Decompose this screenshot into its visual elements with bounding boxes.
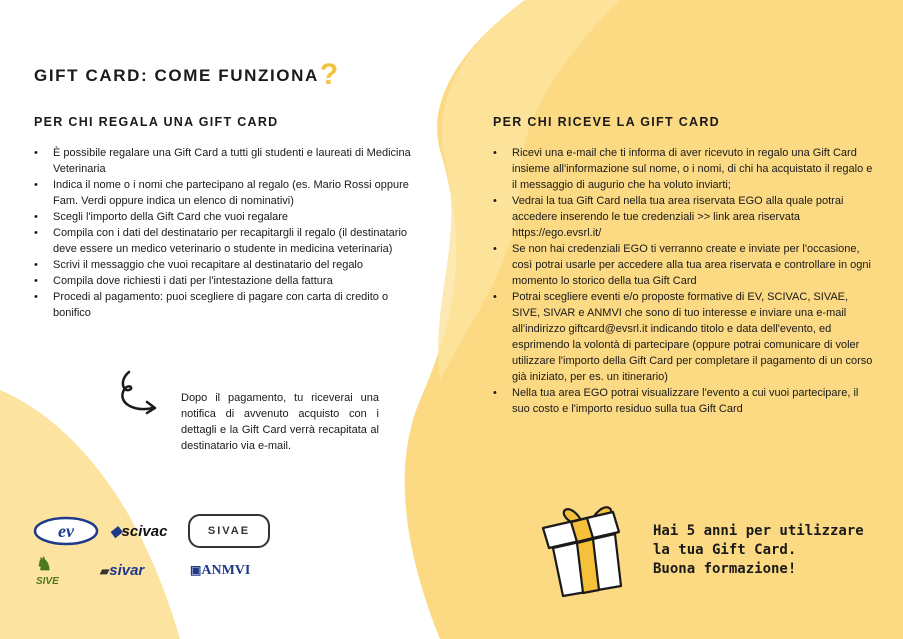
page-title [34, 58, 340, 92]
payment-note: Dopo il pagamento, tu riceverai una notifica di avvenuto acquisto con i dettagli e la Gift Card verrà recapitata al destinatario via e-mail. [181, 392, 379, 452]
scivac-diamond-icon: ◆ [110, 523, 122, 540]
page-title-text: GIFT CARD: COME FUNZIONA [34, 66, 319, 85]
list-item: • Potrai scegliere eventi e/o proposte formative di EV, SCIVAC, SIVAE, SIVE, SIVAR e ANMVI che sono di tuo interesse e inviare una e-mail all'indirizzo giftcard@evsrl.it indicando titolo e data dell'evento, ed esprimendo la volontà di partecipare (oppure potrai comunicare di voler utilizzare l'importo della Gift Card per completare il pagamento di un corso già iniziato, per es. un itinerario) [493, 289, 873, 385]
sivar-logo [100, 562, 144, 579]
list-item: • È possibile regalare una Gift Card a tutti gli studenti e laureati di Medicina Veterinaria [34, 145, 419, 177]
closing-line-3: Buona formazione! [653, 561, 797, 577]
anmvi-emblem-icon: ▣ [190, 563, 202, 577]
partner-logos [30, 512, 280, 592]
question-mark: ? [319, 58, 340, 91]
list-item: • Vedrai la tua Gift Card nella tua area riservata EGO alla quale potrai accedere inserendo le tue credenziali >> link area riservata https://ego.evsrl.it/ [493, 193, 873, 241]
scivac-logo-text: scivac [121, 523, 168, 540]
list-item: • Ricevi una e-mail che ti informa di aver ricevuto in regalo una Gift Card insieme all'informazione sul nome, o i nomi, di chi ha acquistato il regalo e il messaggio di augurio che ha voluto inviarti; [493, 145, 873, 193]
left-steps-list [34, 145, 419, 321]
list-item: • Nella tua area EGO potrai visualizzare l'evento a cui vuoi partecipare, il suo costo e l'importo residuo sulla tua Gift Card [493, 385, 873, 417]
closing-line-2: la tua Gift Card. [653, 542, 797, 558]
ev-logo [33, 516, 99, 546]
sivae-logo: SIVAE [188, 514, 270, 548]
sivar-logo-text: sivar [109, 562, 145, 579]
sive-logo-text: SIVE [36, 576, 59, 587]
list-item: • Compila dove richiesti i dati per l'intestazione della fattura [34, 273, 419, 289]
left-section-heading: PER CHI REGALA UNA GIFT CARD [34, 115, 279, 129]
sivar-cow-icon: ▰ [100, 564, 110, 578]
horse-icon: ♞ [36, 554, 53, 574]
right-section-heading: PER CHI RICEVE LA GIFT CARD [493, 115, 721, 129]
list-item: • Compila con i dati del destinatario per recapitargli il regalo (il destinatario deve essere un medico veterinario o studente in medicina veterinaria) [34, 225, 419, 257]
gift-box-icon [541, 498, 641, 598]
list-item: • Procedi al pagamento: puoi scegliere di pagare con carta di credito o bonifico [34, 289, 419, 321]
ev-logo-text: ev [58, 521, 74, 541]
right-steps-list [493, 145, 873, 417]
curved-arrow-icon [115, 370, 165, 418]
list-item: • Scegli l'importo della Gift Card che vuoi regalare [34, 209, 419, 225]
list-item: • Se non hai credenziali EGO ti verranno create e inviate per l'occasione, così potrai usarle per accedere alla tua area riservata e controllare in ogni momento lo storico della tua Gift Card [493, 241, 873, 289]
list-item: • Scrivi il messaggio che vuoi recapitare al destinatario del regalo [34, 257, 419, 273]
scivac-logo [110, 522, 167, 540]
anmvi-logo [190, 563, 250, 579]
sive-logo [36, 554, 78, 586]
closing-message [653, 522, 864, 579]
list-item: • Indica il nome o i nomi che partecipano al regalo (es. Mario Rossi oppure Fam. Verdi oppure indica un elenco di nominativi) [34, 177, 419, 209]
closing-line-1: Hai 5 anni per utilizzare [653, 523, 864, 539]
anmvi-logo-text: ANMVI [201, 563, 251, 578]
